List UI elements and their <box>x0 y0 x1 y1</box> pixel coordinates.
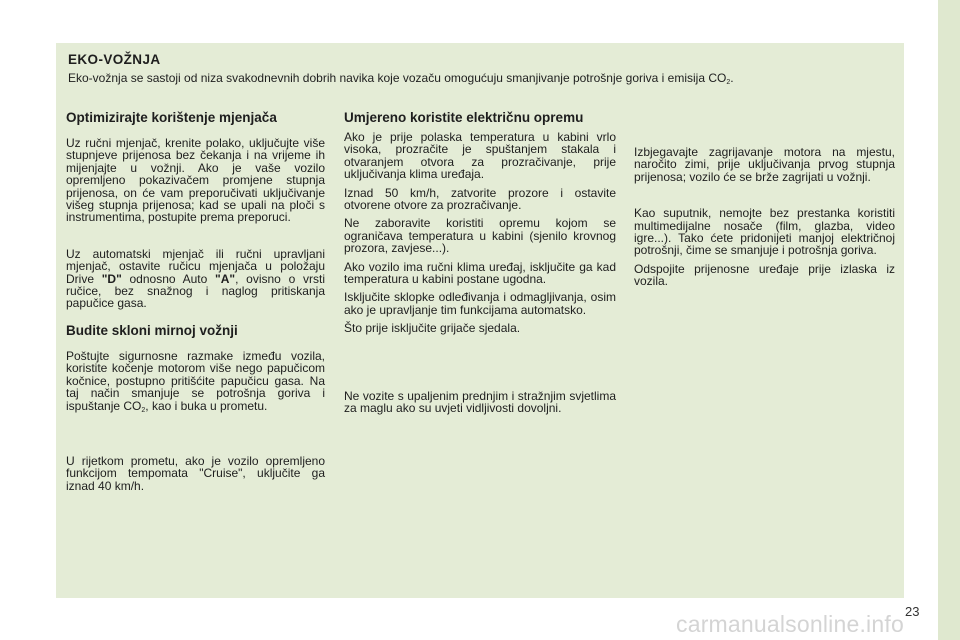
paragraph-engine-warmup: Izbjegavajte zagrijavanje motora na mjestu, naročito zimi, prije uključivanja prvog stupnja prijenosa; vozilo će se brže zagrijati u vožnji. <box>634 145 895 184</box>
distance-text-b: , kao i buka u prometu. <box>145 398 268 413</box>
heading-calm-driving: Budite skloni mirnoj vožnji <box>66 322 238 338</box>
paragraph-safe-distance <box>66 350 325 412</box>
heading-electrical-equipment: Umjereno koristite električnu opremu <box>344 110 584 125</box>
intro-end: . <box>730 71 734 85</box>
paragraph-seat-heaters: Što prije isključite grijače sjedala. <box>344 321 521 336</box>
automatic-text-b: odnosno Auto <box>121 271 216 286</box>
paragraph-air-conditioning: Ako vozilo ima ručni klima uređaj, isključite ga kad temperatura u kabini postane ugodna. <box>344 259 616 287</box>
distance-text-a: Poštujte sigurnosne razmake između vozila, koristite kočenje motorom više nego papučicom kočnice, postupno pritišćite papučicu gasa. Na taj način smanjuje se potrošnja goriva i ispuštanje CO <box>66 348 325 413</box>
intro-text: Eko-vožnja se sastoji od niza svakodnevnih dobrih navika koje vozaču omogućuju smanjivanje potrošnje goriva i emisija CO <box>68 71 727 85</box>
paragraph-windows: Iznad 50 km/h, zatvorite prozore i ostavite otvorene otvore za prozračivanje. <box>344 185 616 213</box>
page-number: 23 <box>905 604 920 619</box>
drive-mode-label: "D" <box>101 271 122 286</box>
paragraph-manual-gearbox: Uz ručni mjenjač, krenite polako, uključujte više stupnjeve prijenosa bez čekanja i na vrijeme ih mijenjajte u vožnji. Ako je vaše vozilo opremljeno pokazivačem promjene stupnja prijenosa, on će vam preporučivati uključivanje višeg stupnja prijenosa; kad se upali na ploči s instrumentima, postupite prema preporuci. <box>66 136 325 225</box>
watermark: carmanualsonline.info <box>676 611 904 637</box>
column-electrical <box>344 111 616 415</box>
paragraph-sunblind: Ne zaboravite koristiti opremu kojom se ograničava temperatura u kabini (sjenilo krovnog prozora, zavjese...). <box>344 216 616 256</box>
section-title: EKO-VOŽNJA <box>68 52 161 67</box>
automatic-text-a: Uz automatski mjenjač ili ručni upravljani mjenjač, ostavite ručicu mjenjača u položaju Drive <box>66 246 325 286</box>
paragraph-automatic-gearbox <box>66 248 325 310</box>
intro-paragraph <box>68 72 896 85</box>
intro-subscript: 2 <box>726 79 731 86</box>
paragraph-fog-lights: Ne vozite s upaljenim prednjim i stražnjim svjetlima za maglu ako su uvjeti vidljivosti dovoljni. <box>344 388 616 416</box>
heading-gearbox: Optimizirajte korištenje mjenjača <box>66 110 277 125</box>
paragraph-cruise-control: U rijetkom prometu, ako je vozilo opremljeno funkcijom tempomata "Cruise", uključite ga iznad 40 km/h. <box>66 453 325 493</box>
column-gearbox <box>66 111 325 492</box>
paragraph-defrost: Isključite sklopke odleđivanja i odmagljivanja, osim ako je upravljanje tim funkcijama automatsko. <box>344 290 616 317</box>
auto-mode-label: "A" <box>215 271 236 286</box>
side-tab-strip <box>938 0 960 640</box>
automatic-text-c: , ovisno o vrsti ručice, bez snažnog i naglog pritiskanja papučice gasa. <box>66 271 325 311</box>
paragraph-cabin-temperature: Ako je prije polaska temperatura u kabini vrlo visoka, prozračite je spuštanjem stakala i otvaranjem otvora za prozračivanje, prije uključivanja klima uređaja. <box>344 130 616 182</box>
paragraph-multimedia: Kao suputnik, nemojte bez prestanka koristiti multimedijalne nosače (film, glazba, video igre...). Tako ćete pridonijeti manjoj električnoj potrošnji, čime se smanjuje i potrošnja goriva. <box>634 206 895 258</box>
co2-subscript: 2 <box>141 406 146 414</box>
paragraph-portable-devices: Odspojite prijenosne uređaje prije izlaska iz vozila. <box>634 261 895 289</box>
column-misc <box>634 146 895 288</box>
